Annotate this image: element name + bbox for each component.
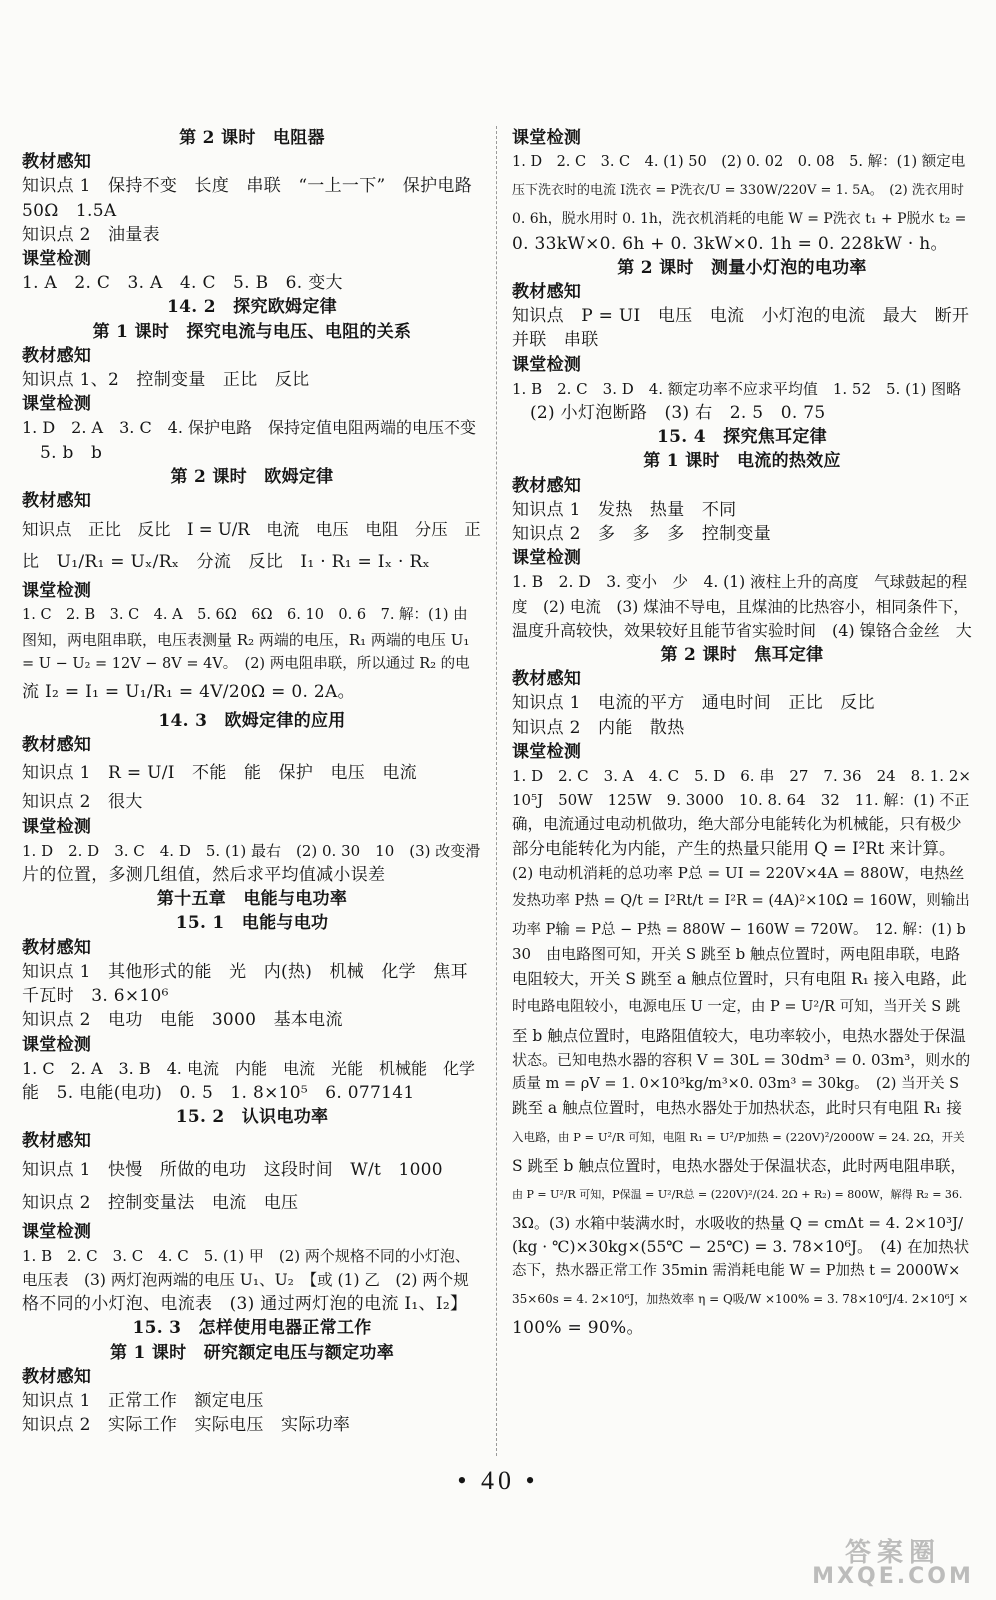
text-line: 质量 m = ρV = 1. 0×10³kg/m³×0. 03m³ = 30kg。 (2) 当开关 S [512, 1076, 960, 1093]
text-line: 知识点 2 油量表 [22, 224, 160, 245]
text-line: 1. D 2. C 3. A 4. C 5. D 6. 串 27 7. 36 24 8. 1. 2× [512, 767, 971, 786]
subsection-label: 课堂检测 [22, 1034, 92, 1055]
formula-line: 时电路电阻较小，电源电压 U 一定，由 P = U²/R 可知，当开关 S 跳 [512, 998, 961, 1015]
text-line: 度 (2) 电流 (3) 煤油不导电，且煤油的比热容小，相同条件下， [512, 597, 969, 616]
text-line: S 跳至 b 触点位置时，电热水器处于保温状态，此时两电阻串联， [512, 1156, 966, 1175]
text-line: 知识点 1 保持不变 长度 串联 “一上一下” 保护电路 [22, 176, 473, 197]
left-column [22, 126, 482, 1437]
text-line: 部分电能转化为内能，产生的热量只能用 Q = I²Rt 来计算。 [512, 838, 956, 858]
formula-line: 知识点 正比 反比 I = U/R 电流 电压 电阻 分压 正 [22, 520, 481, 540]
text-line: 知识点 1、2 控制变量 正比 反比 [22, 370, 310, 391]
watermark-logo [798, 1532, 988, 1594]
text-line: 1. B 2. D 3. 变小 少 4. (1) 液柱上升的高度 气球鼓起的程 [512, 573, 968, 592]
subsection-label: 课堂检测 [22, 816, 92, 837]
subsection-label: 教材感知 [22, 491, 92, 512]
section-heading: 15. 4 探究焦耳定律 [657, 427, 827, 448]
section-heading: 第 2 课时 测量小灯泡的电功率 [617, 257, 867, 278]
column-divider [496, 126, 497, 1456]
text-line: 3Ω。(3) 水箱中装满水时，水吸收的热量 Q = cmΔt = 4. 2×10³J/ [512, 1213, 964, 1232]
formula-line: 比 U₁/R₁ = Uₓ/Rₓ 分流 反比 I₁ · R₁ = Iₓ · Rₓ [22, 552, 431, 573]
text-line: 1. A 2. C 3. A 4. C 5. B 6. 变大 [22, 273, 343, 294]
text-line: 温度升高较快，效果较好且能节省实验时间 (4) 镍铬合金丝 大 [512, 620, 972, 640]
text-line: 知识点 2 实际工作 实际电压 实际功率 [22, 1415, 351, 1436]
text-line: 电阻较大，开关 S 跳至 a 触点位置时，只有电阻 R₁ 接入电路，此 [512, 969, 967, 988]
page-number: • 40 • [457, 1466, 539, 1495]
section-heading: 第 2 课时 电阻器 [179, 128, 325, 148]
right-column [512, 126, 972, 1341]
text-line: 0. 6h，脱水用时 0. 1h，洗衣机消耗的电能 W = P洗衣 t₁ + P脱水 t₂ = [512, 211, 967, 228]
subsection-label: 教材感知 [22, 937, 92, 958]
text-line: 能 5. 电能(电功) 0. 5 1. 8×10⁵ 6. 077141 [22, 1082, 415, 1103]
formula-line: 流 I₂ = I₁ = U₁/R₁ = 4V/20Ω = 0. 2A。 [22, 682, 355, 703]
subsection-label: 课堂检测 [22, 581, 92, 602]
text-line: 50Ω 1.5A [22, 200, 117, 221]
section-heading: 第 1 课时 研究额定电压与额定功率 [109, 1342, 395, 1363]
subsection-label: 课堂检测 [22, 394, 92, 415]
text-line: 知识点 P = UI 电压 电流 小灯泡的电流 最大 断开 [512, 306, 970, 327]
subsection-label: 教材感知 [512, 669, 582, 690]
text-line: 10⁵J 50W 125W 9. 3000 10. 8. 64 32 11. 解：(1) 不正 [512, 791, 970, 810]
text-line: 功率 P输 = P总 − P热 = 880W − 160W = 720W。 12. 解：(1) b [512, 922, 966, 939]
text-line: 图知，两电阻串联，电压表测量 R₂ 两端的电压，R₁ 两端的电压 U₁ [22, 630, 470, 649]
formula-line: 由 P = U²/R 可知，P保温 = U²/R总 = (220V)²/(24. 2Ω + R₂) = 800W，解得 R₂ = 36. [512, 1187, 963, 1201]
text-line: (kg · ℃)×30kg×(55℃ − 25℃) = 3. 78×10⁶J。 (4) 在加热状 [512, 1237, 970, 1256]
text-line: 1. B 2. C 3. C 4. C 5. (1) 甲 (2) 两个规格不同的小灯泡、 [22, 1246, 470, 1265]
text-line: 100% = 90%。 [512, 1318, 644, 1339]
section-heading: 15. 2 认识电功率 [175, 1107, 329, 1128]
section-heading: 第 2 课时 焦耳定律 [660, 645, 824, 666]
section-heading: 14. 2 探究欧姆定律 [167, 297, 337, 318]
section-heading: 14. 3 欧姆定律的应用 [158, 711, 346, 732]
text-line: 态下，热水器正常工作 35min 需消耗电能 W = P加热 t = 2000W× [512, 1263, 961, 1280]
text-line: 确，电流通过电动机做功，绝大部分电能转化为机械能，只有极少 [512, 815, 962, 834]
subsection-label: 教材感知 [512, 475, 582, 496]
text-line: 1. C 2. A 3. B 4. 电流 内能 电流 光能 机械能 化学 [22, 1058, 475, 1078]
text-line: 知识点 1 正常工作 额定电压 [22, 1390, 264, 1411]
text-line: 千瓦时 3. 6×10⁶ [22, 986, 169, 1007]
text-line: 1. B 2. C 3. D 4. 额定功率不应求平均值 1. 52 5. (1) 图略 [512, 379, 962, 398]
text-line: 知识点 2 电功 电能 3000 基本电流 [22, 1010, 343, 1031]
subsection-label: 教材感知 [22, 152, 92, 173]
text-line: 跳至 a 触点位置时，电热水器处于加热状态，此时只有电阻 R₁ 接 [512, 1099, 962, 1118]
text-line: 0. 33kW×0. 6h + 0. 3kW×0. 1h = 0. 228kW · h。 [512, 233, 948, 254]
formula-line: 知识点 1 R = U/I 不能 能 保护 电压 电流 [22, 763, 417, 784]
watermark-top: 答案圈 [844, 1538, 941, 1568]
text-line: 并联 串联 [512, 330, 599, 351]
formula-line: 知识点 1 快慢 所做的电功 这段时间 W/t 1000 [22, 1159, 443, 1180]
section-heading: 第十五章 电能与电功率 [156, 889, 348, 910]
text-line: 知识点 2 很大 [22, 792, 143, 813]
formula-line: 发热功率 P热 = Q/t = I²Rt/t = I²R = (4A)²×10Ω = 160W，则输出 [512, 893, 970, 910]
text-line: (2) 电动机消耗的总功率 P总 = UI = 220V×4A = 880W，电热丝 [512, 863, 965, 882]
text-line: 知识点 2 内能 散热 [512, 717, 685, 738]
text-line: = U − U₂ = 12V − 8V = 4V。 (2) 两电阻串联，所以通过 R₂ 的电 [22, 655, 470, 672]
formula-line: 压下洗衣时的电流 I洗衣 = P洗衣/U = 330W/220V = 1. 5A。 (2) 洗衣用时 [512, 183, 964, 199]
text-line: 1. D 2. C 3. C 4. (1) 50 (2) 0. 02 0. 08 5. 解：(1) 额定电 [512, 154, 966, 171]
section-heading: 15. 1 电能与电功 [175, 913, 329, 934]
subsection-label: 课堂检测 [512, 354, 582, 375]
text-line: 1. D 2. D 3. C 4. D 5. (1) 最右 (2) 0. 30 10 (3) 改变滑 [22, 841, 481, 860]
text-line: 格不同的小灯泡、电流表 (3) 通过两灯泡的电流 I₁、I₂】 [22, 1294, 468, 1315]
text-line: 30 由电路图可知，开关 S 跳至 b 触点位置时，两电阻串联，电路 [512, 945, 961, 964]
watermark-bottom: MXQE.COM [812, 1564, 974, 1589]
formula-line: 入电路，由 P = U²/R 可知，电阻 R₁ = U²/P加热 = (220V)²/2000W = 24. 2Ω，开关 [512, 1129, 965, 1144]
formula-line: 35×60s = 4. 2×10⁶J，加热效率 η = Q吸/W ×100% = 3. 78×10⁶J/4. 2×10⁶J × [512, 1292, 969, 1307]
section-heading: 第 2 课时 欧姆定律 [170, 466, 334, 487]
subsection-label: 课堂检测 [512, 548, 582, 569]
text-line: 知识点 2 多 多 多 控制变量 [512, 524, 772, 545]
subsection-label: 教材感知 [22, 1366, 92, 1387]
subsection-label: 教材感知 [22, 345, 92, 366]
subsection-label: 教材感知 [22, 735, 92, 756]
text-line: 知识点 1 电流的平方 通电时间 正比 反比 [512, 693, 875, 714]
text-line: 知识点 1 发热 热量 不同 [512, 499, 737, 520]
text-line: 至 b 触点位置时，电路阻值较大，电功率较小，电热水器处于保温 [512, 1026, 966, 1045]
section-heading: 第 1 课时 探究电流与电压、电阻的关系 [92, 321, 412, 342]
text-line: 5. b b [40, 442, 103, 463]
subsection-label: 课堂检测 [22, 249, 92, 270]
text-line: (2) 小灯泡断路 (3) 右 2. 5 0. 75 [530, 403, 826, 424]
section-heading: 15. 3 怎样使用电器正常工作 [132, 1318, 372, 1339]
formula-line: 知识点 2 控制变量法 电流 电压 [22, 1192, 299, 1213]
subsection-label: 课堂检测 [512, 741, 582, 762]
text-line: 1. D 2. A 3. C 4. 保护电路 保持定值电阻两端的电压不变 [22, 418, 477, 438]
text-line: 片的位置，多测几组值，然后求平均值减小误差 [22, 865, 386, 886]
text-line: 状态。已知电热水器的容积 V = 30L = 30dm³ = 0. 03m³，则水的 [512, 1050, 971, 1069]
subsection-label: 课堂检测 [22, 1221, 92, 1242]
text-line: 电压表 (3) 两灯泡两端的电压 U₁、U₂ 【或 (1) 乙 (2) 两个规 [22, 1270, 469, 1289]
text-line: 知识点 1 其他形式的能 光 内(热) 机械 化学 焦耳 [22, 961, 468, 982]
text-line: 1. C 2. B 3. C 4. A 5. 6Ω 6Ω 6. 10 0. 6 7. 解：(1) 由 [22, 607, 468, 624]
subsection-label: 教材感知 [512, 282, 582, 303]
subsection-label: 教材感知 [22, 1131, 92, 1152]
section-heading: 第 1 课时 电流的热效应 [643, 451, 841, 472]
subsection-label: 课堂检测 [512, 128, 582, 148]
